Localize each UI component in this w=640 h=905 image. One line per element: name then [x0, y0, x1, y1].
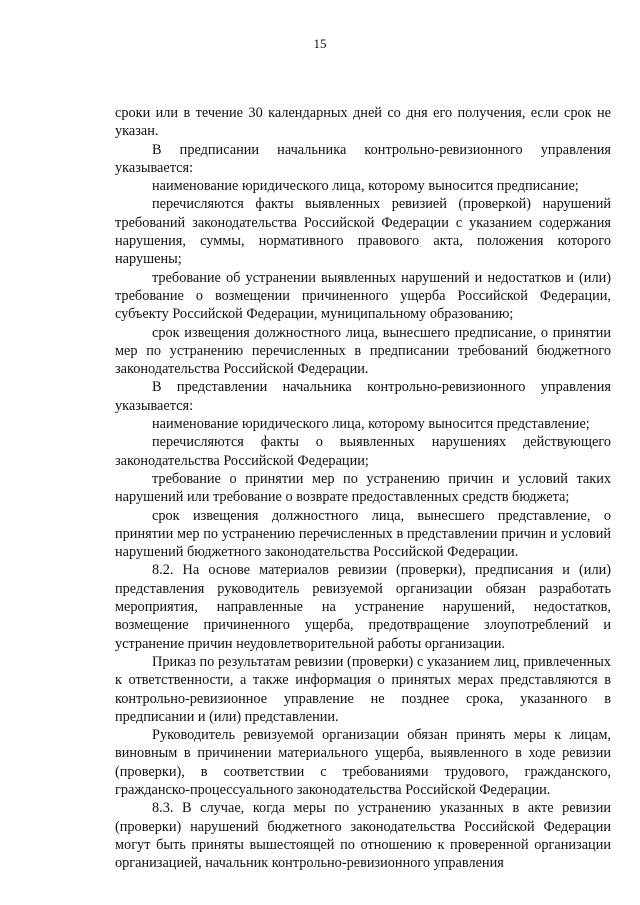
list-item: перечисляются факты о выявленных нарушениях действующего законодательства Российской Федерации;	[115, 434, 611, 469]
page-number: 15	[313, 36, 327, 51]
list-item: наименование юридического лица, которому выносится представление;	[152, 416, 590, 433]
list-item: требование о принятии мер по устранению причин и условий таких нарушений или требование о возврате предоставленных средств бюджета;	[115, 470, 611, 506]
paragraph: сроки или в течение 30 календарных дней со дня его получения, если срок не указан.	[115, 105, 611, 140]
list-item: наименование юридического лица, которому выносится предписание;	[152, 178, 579, 195]
list-item: требование об устранении выявленных нарушений и недостатков и (или) требование о возмещении причиненного ущерба Российской Федерации, субъекту Российской Федерации, муниципальному образованию;	[115, 269, 611, 323]
paragraph: 8.2. На основе материалов ревизии (проверки), предписания и (или) представления руководитель ревизуемой организации обязан разработать мероприятия, направленные на устранение нарушений, недостатков, возмещение причиненного ущерба, предотвращение злоупотреблений и устранение причин неудовлетворительной работы организации.	[115, 562, 611, 652]
list-item: срок извещения должностного лица, вынесшего представление, о принятии мер по устранению перечисленных в представлении причин и условий нарушений бюджетного законодательства Российской Федерации.	[115, 507, 611, 561]
paragraph: В представлении начальника контрольно-ревизионного управления указывается:	[115, 379, 611, 414]
document-body	[115, 104, 611, 872]
paragraph: В предписании начальника контрольно-ревизионного управления указывается:	[115, 141, 611, 176]
paragraph: 8.3. В случае, когда меры по устранению указанных в акте ревизии (проверки) нарушений бюджетного законодательства Российской Федерации могут быть приняты вышестоящей по отношению к проверенной организации организацией, начальник контрольно-ревизионного управления	[115, 800, 611, 872]
list-item: перечисляются факты выявленных ревизией (проверкой) нарушений требований законодательства Российской Федерации с указанием содержания нарушения, суммы, нормативного правового акта, положения которого нарушены;	[115, 196, 611, 268]
paragraph: Руководитель ревизуемой организации обязан принять меры к лицам, виновным в причинении материального ущерба, выявленного в ходе ревизии (проверки), в соответствии с требованиями трудового, гражданского, гражданско-процессуального законодательства Российской Федерации.	[115, 727, 611, 798]
list-item: срок извещения должностного лица, вынесшего предписание, о принятии мер по устранению перечисленных в предписании требований бюджетного законодательства Российской Федерации.	[115, 324, 611, 378]
paragraph: Приказ по результатам ревизии (проверки) с указанием лиц, привлеченных к ответственности, а также информация о принятых мерах представляются в контрольно-ревизионное управление не позднее срока, указанного в предписании и (или) представлении.	[115, 653, 611, 725]
